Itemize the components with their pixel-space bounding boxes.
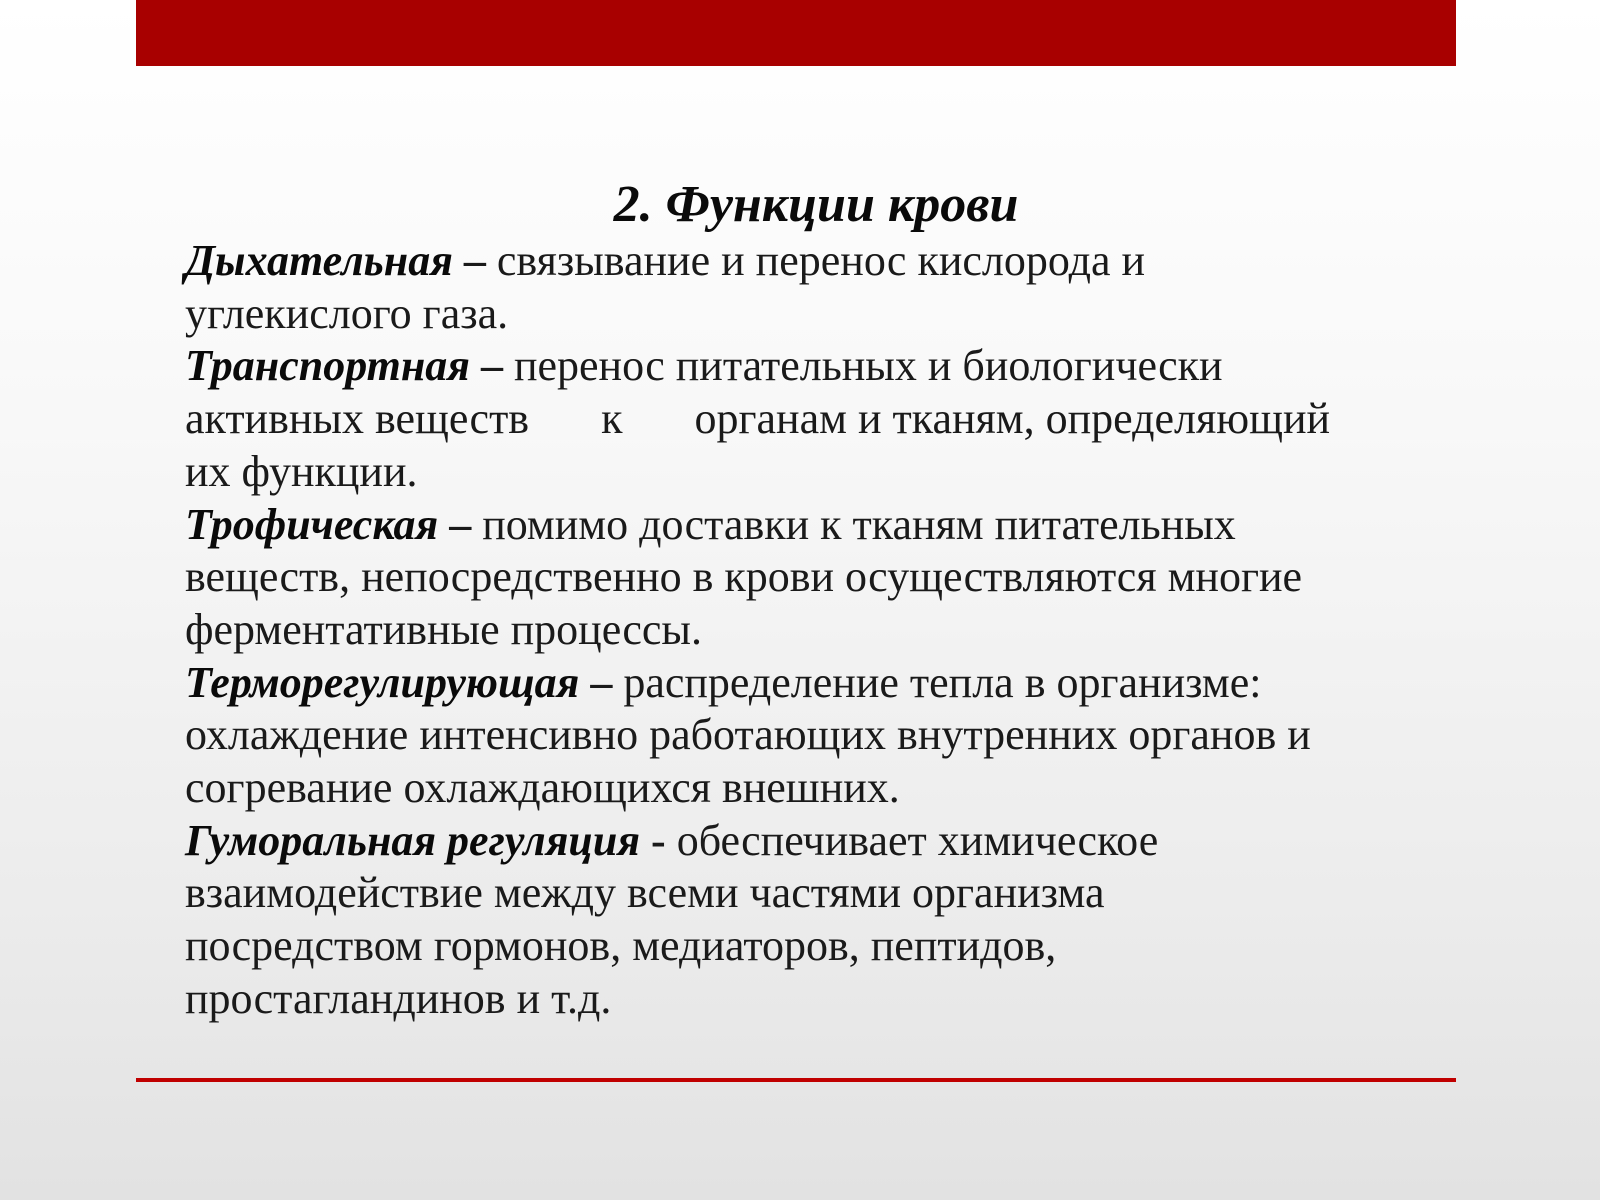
text-line: посредством гормонов, медиаторов, пептидов, (185, 921, 1057, 971)
text-line: взаимодействие между всеми частями организма (185, 868, 1105, 918)
text-line (185, 235, 1475, 288)
header-accent-bar (136, 0, 1456, 66)
text-line (185, 393, 1475, 446)
function-description: перенос питательных и биологически (502, 341, 1223, 391)
text-line (185, 499, 1475, 552)
text-line: охлаждение интенсивно работающих внутренних органов и (185, 710, 1311, 760)
text-line (185, 657, 1475, 710)
function-term: Дыхательная (185, 236, 453, 285)
text-line: ферментативные процессы. (185, 604, 702, 654)
function-separator: – (590, 657, 613, 707)
slide-title: 2. Функции крови (613, 176, 1019, 233)
function-term: Транспортная (185, 341, 470, 391)
function-separator: – (449, 499, 472, 549)
text-segment: к (601, 394, 623, 444)
text-line: согревание охлаждающихся внешних. (185, 763, 900, 813)
footer-divider (136, 1078, 1456, 1082)
function-term: Трофическая (185, 499, 439, 549)
function-description: помимо доставки к тканям питательных (471, 499, 1236, 549)
text-line (185, 815, 1475, 868)
function-separator: – (480, 341, 503, 391)
text-segment: органам и тканям, определяющий (694, 394, 1331, 444)
function-term: Терморегулирующая (185, 657, 580, 707)
text-line: веществ, непосредственно в крови осуществляются многие (185, 552, 1303, 602)
text-line: углекислого газа. (185, 288, 509, 338)
text-line (185, 340, 1475, 393)
function-term: Гуморальная регуляция (185, 815, 641, 865)
function-separator: - (651, 815, 666, 865)
function-description: распределение тепла в организме: (612, 657, 1262, 707)
function-item-humoral (185, 815, 1475, 1026)
functions-list (185, 235, 1475, 1026)
text-line: их функции. (185, 446, 418, 496)
text-segment: активных веществ (185, 394, 530, 444)
function-item-trophic (185, 499, 1475, 657)
function-separator: – (463, 236, 486, 285)
function-description: связывание и перенос кислорода и (485, 236, 1146, 285)
function-description: обеспечивает химическое (665, 815, 1159, 865)
function-item-transport (185, 340, 1475, 498)
text-line: простагландинов и т.д. (185, 973, 612, 1023)
function-item-thermoregulation (185, 657, 1475, 815)
function-item-respiratory (185, 235, 1475, 340)
